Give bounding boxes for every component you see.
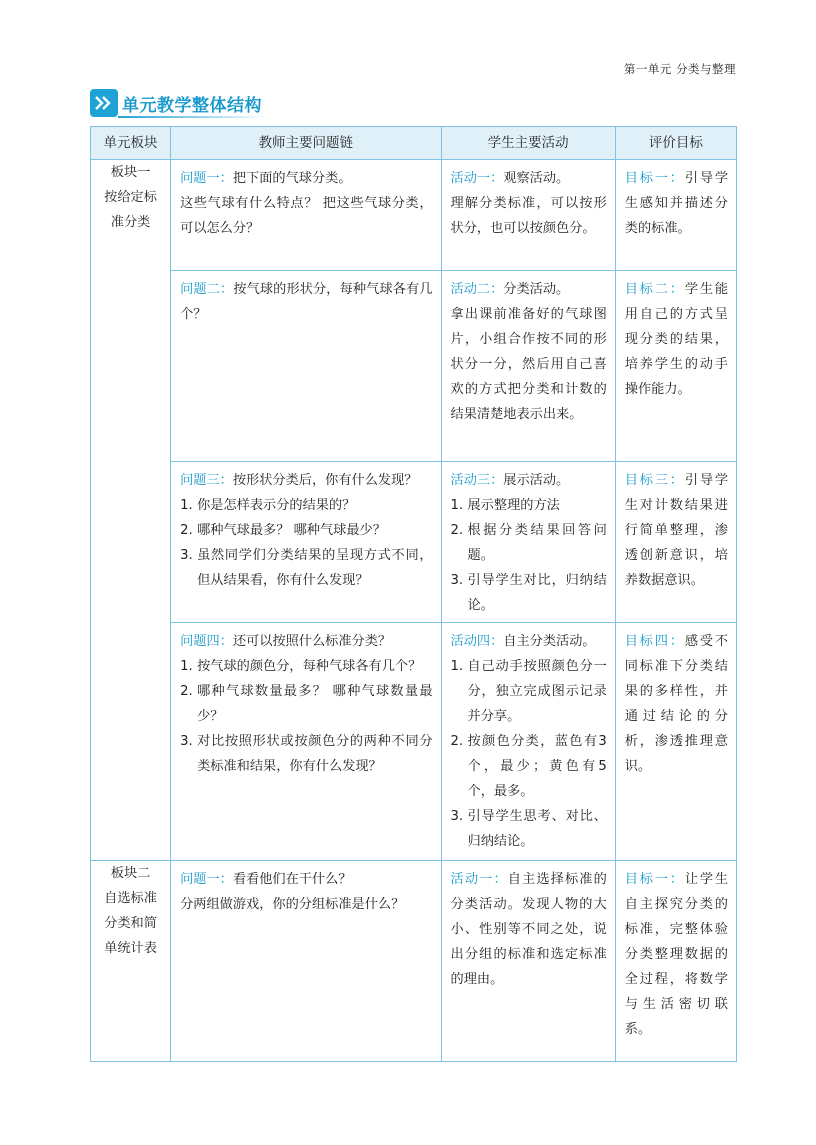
table-row <box>91 271 737 462</box>
activity-list <box>451 654 607 854</box>
activity-cell <box>441 861 615 1062</box>
activity-cell <box>441 462 615 623</box>
question-label: 问题二： <box>180 282 234 297</box>
question-text: 还可以按照什么标准分类？ <box>232 634 392 649</box>
list-item: 1. 展示整理的方法 <box>450 498 560 513</box>
list-item: 1. 按气球的颜色分，每种气球各有几个？ <box>180 659 422 674</box>
question-cell <box>171 271 441 462</box>
activity-cell <box>441 160 615 271</box>
goal-text: 让学生自主探究分类的标准，完整体验分类整理数据的全过程，将数学与生活密切联系。 <box>624 872 729 1037</box>
activity-label: 活动一： <box>450 171 504 186</box>
question-text: 按气球的形状分，每种气球各有几个？ <box>180 282 433 322</box>
question-cell <box>171 623 441 861</box>
block-line: 分类和简 <box>104 916 157 931</box>
block-line: 单统计表 <box>104 941 157 956</box>
unit-structure-table <box>90 126 737 1062</box>
activity-text: 观察活动。 <box>503 171 570 186</box>
block-line: 自选标准 <box>104 891 157 906</box>
list-item: 3. 引导学生对比，归纳结论。 <box>450 573 607 613</box>
activity-label: 活动三： <box>450 473 504 488</box>
goal-cell <box>615 462 736 623</box>
question-text: 把下面的气球分类。 <box>232 171 352 186</box>
question-label: 问题一： <box>180 872 233 887</box>
column-header: 学生主要活动 <box>441 127 615 160</box>
question-label: 问题三： <box>180 473 233 488</box>
activity-text: 展示活动。 <box>503 473 570 488</box>
block-cell <box>91 861 171 1062</box>
question-detail: 分两组做游戏，你的分组标准是什么？ <box>180 897 405 912</box>
activity-label: 活动二： <box>450 282 504 297</box>
list-item: 2. 按颜色分类，蓝色有3个，最少；黄色有5个，最多。 <box>450 734 607 799</box>
goal-cell <box>615 160 736 271</box>
column-header: 评价目标 <box>615 127 736 160</box>
goal-cell <box>615 861 736 1062</box>
activity-list <box>451 493 607 618</box>
list-item: 2. 哪种气球最多？ 哪种气球最少？ <box>180 523 386 538</box>
activity-cell <box>441 623 615 861</box>
goal-label: 目标二： <box>624 282 685 297</box>
goal-label: 目标四： <box>624 634 685 649</box>
running-head: 第一单元 分类与整理 <box>623 62 736 76</box>
list-item: 1. 你是怎样表示分的结果的？ <box>180 498 356 513</box>
section-title-text: 单元教学整体结构 <box>122 95 262 116</box>
activity-label: 活动一： <box>450 872 508 887</box>
list-item: 3. 引导学生思考、对比、归纳结论。 <box>450 809 607 849</box>
goal-cell <box>615 271 736 462</box>
question-text: 按形状分类后，你有什么发现？ <box>232 473 418 488</box>
activity-label: 活动四： <box>450 634 504 649</box>
table-header-row <box>91 127 737 160</box>
list-item: 3. 对比按照形状或按颜色分的两种不同分类标准和结果，你有什么发现？ <box>180 734 433 774</box>
question-label: 问题一： <box>180 171 233 186</box>
question-list <box>180 493 432 593</box>
question-cell <box>171 861 441 1062</box>
question-cell <box>171 462 441 623</box>
goal-label: 目标三： <box>624 473 685 488</box>
goal-text: 引导学生感知并描述分类的标准。 <box>624 171 729 236</box>
block-line: 准分类 <box>110 215 151 230</box>
section-title <box>90 88 262 118</box>
activity-detail: 理解分类标准，可以按形状分，也可以按颜色分。 <box>450 196 607 236</box>
question-cell <box>171 160 441 271</box>
list-item: 2. 哪种气球数量最多？ 哪种气球数量最少？ <box>180 684 433 724</box>
question-list <box>180 654 432 779</box>
goal-text: 学生能用自己的方式呈现分类的结果，培养学生的动手操作能力。 <box>624 282 729 397</box>
table-row <box>91 623 737 861</box>
block-cell <box>91 160 171 861</box>
activity-text: 自主分类活动。 <box>503 634 596 649</box>
list-item: 2. 根据分类结果回答问题。 <box>450 523 607 563</box>
table-row <box>91 861 737 1062</box>
question-detail: 这些气球有什么特点？ 把这些气球分类，可以怎么分？ <box>180 196 433 236</box>
block-line: 板块一 <box>110 165 151 180</box>
goal-cell <box>615 623 736 861</box>
column-header: 单元板块 <box>91 127 171 160</box>
list-item: 1. 自己动手按照颜色分一分，独立完成图示记录并分享。 <box>450 659 607 724</box>
goal-text: 引导学生对计数结果进行简单整理，渗透创新意识，培养数据意识。 <box>624 473 729 588</box>
activity-detail: 拿出课前准备好的气球图片，小组合作按不同的形状分一分，然后用自己喜欢的方式把分类和计数的结果清楚地表示出来。 <box>450 307 607 422</box>
goal-label: 目标一： <box>624 171 685 186</box>
table-row <box>91 462 737 623</box>
question-text: 看看他们在干什么？ <box>232 872 352 887</box>
table-row <box>91 160 737 271</box>
list-item: 3. 虽然同学们分类结果的呈现方式不同，但从结果看，你有什么发现？ <box>180 548 433 588</box>
goal-text: 感受不同标准下分类结果的多样性，并通过结论的分析，渗透推理意识。 <box>624 634 729 774</box>
block-line: 板块二 <box>110 866 151 881</box>
column-header: 教师主要问题链 <box>171 127 441 160</box>
activity-cell <box>441 271 615 462</box>
question-label: 问题四： <box>180 634 233 649</box>
title-underline <box>118 116 268 118</box>
block-line: 按给定标 <box>104 190 157 205</box>
activity-text: 自主选择标准的分类活动。发现人物的大小、性别等不同之处，说出分组的标准和选定标准的理由。 <box>450 872 607 987</box>
double-chevron-right-icon <box>90 89 118 117</box>
goal-label: 目标一： <box>624 872 685 887</box>
activity-text: 分类活动。 <box>503 282 570 297</box>
